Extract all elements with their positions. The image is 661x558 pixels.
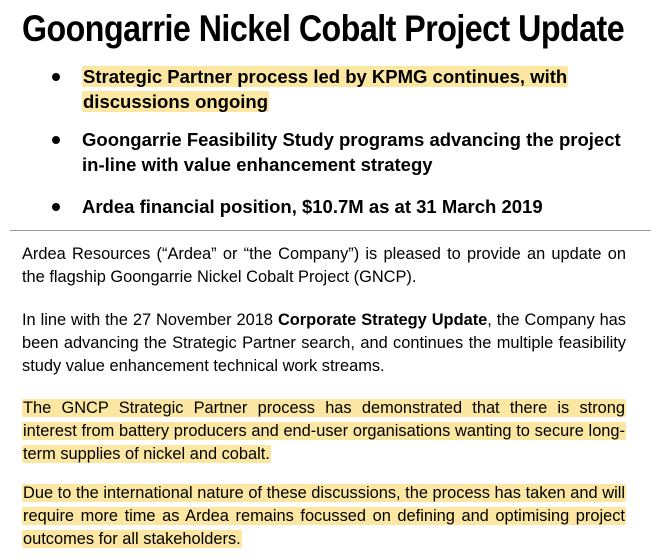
section-divider [10, 230, 651, 231]
intro-paragraph: Ardea Resources (“Ardea” or “the Company”) is pleased to provide an update on the flagship Goongarrie Nickel Cobalt Project (GNCP). [22, 245, 626, 286]
strategy-text-start: In line with the 27 November 2018 [22, 311, 278, 329]
strategy-text-end: , the Company has been advancing the Strategic Partner search, and continues the multiple feasibility study value enhancement technical work streams. [22, 311, 626, 375]
timing-text: Due to the international nature of these discussions, the process has taken and will require more time as Ardea remains focussed on defining and optimising project outcomes for all stakeholders. [23, 484, 625, 548]
bullet-dot-icon [52, 136, 60, 144]
corporate-strategy-update-reference: Corporate Strategy Update [277, 311, 488, 329]
bullet-dot-icon [52, 73, 60, 81]
key-point-text: Goongarrie Feasibility Study programs advancing the project in-line with value enhancement strategy [82, 129, 621, 175]
timing-paragraph [22, 482, 626, 551]
partner-interest-text: The GNCP Strategic Partner process has demonstrated that there is strong interest from battery producers and end-user organisations wanting to secure long-term supplies of nickel and cobalt. [23, 399, 625, 463]
partner-interest-paragraph [22, 397, 626, 466]
document-title: Goongarrie Nickel Cobalt Project Update [22, 8, 625, 49]
key-point-text: Ardea financial position, $10.7M as at 31 March 2019 [82, 196, 543, 217]
key-point-text: Strategic Partner process led by KPMG continues, with discussions ongoing [83, 66, 568, 112]
bullet-dot-icon [52, 203, 60, 211]
strategy-paragraph [22, 309, 626, 378]
